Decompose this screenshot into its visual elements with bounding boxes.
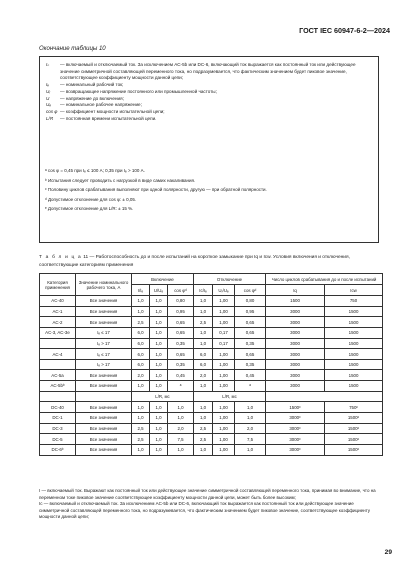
table-cell: Все значения (76, 423, 132, 434)
table-cell: 1,0 (132, 306, 150, 317)
lr-breaking-label: L/R, мс (194, 391, 266, 402)
table-row (40, 370, 383, 381)
table-cell: 3000 (266, 327, 325, 338)
table-cell: 1,0 (150, 296, 168, 307)
table-cell: 2,5 (132, 317, 150, 328)
table-cell: 1,0 (150, 349, 168, 360)
table-cell: 1,0 (194, 306, 213, 317)
table-cell: 1500 (325, 338, 383, 349)
table-cell: DC-3 (40, 423, 76, 434)
table-cell: 3000 (266, 338, 325, 349)
table-cell: 3000ᶜ (266, 434, 325, 445)
table-cell: 3000ᶜ (266, 423, 325, 434)
table-cell: 1,0 (150, 413, 168, 424)
table-note: ᵉ Допустимое отклонение для L/R: ± 15 %. (45, 206, 134, 212)
definition-text: — номинальный рабочий ток; (60, 82, 124, 88)
table-cell: Все значения (76, 402, 132, 413)
document-id: ГОСТ IEC 60947-6-2—2024 (299, 26, 390, 35)
table-cell: 1,0 (150, 306, 168, 317)
table-cell: 3000 (266, 306, 325, 317)
table-cell: 6,0 (194, 359, 213, 370)
table-cell: 1,0 (168, 402, 194, 413)
table-cell: 2,5 (132, 423, 150, 434)
table-note: ᵇ Испытания следует проводить с нагрузкой в виде самих накаливания. (45, 177, 196, 183)
caption-keyword: Т а б л и ц а (39, 255, 82, 260)
table-cell: 0,65 (235, 327, 266, 338)
table-cell: 1,0 (150, 444, 168, 455)
table-cell: Все значения (76, 317, 132, 328)
header-iq: Iq (266, 285, 325, 296)
definition-text: — возвращающее напряжение постоянного или промышленной частоты; (60, 88, 217, 94)
table-cell: 750 (325, 296, 383, 307)
header-making: Включение (132, 274, 194, 285)
table-cell: 2,5 (194, 423, 213, 434)
table-cell: AC-3, AC-3e (40, 327, 76, 338)
table-cell: 3000 (266, 349, 325, 360)
table-cell: ᵃ (235, 381, 266, 392)
table-cell: 0,17 (213, 327, 235, 338)
table-cell: 1,0 (194, 327, 213, 338)
table-cell: 1,0 (150, 317, 168, 328)
table-cell: 1500 (325, 306, 383, 317)
table-cell: 1,0 (194, 296, 213, 307)
table-row (40, 413, 383, 424)
table-cell: 3000ᶜ (266, 444, 325, 455)
table-cell: 0,35 (168, 338, 194, 349)
table-row (40, 306, 383, 317)
table-cell: 1,0 (132, 381, 150, 392)
definition-row (46, 102, 374, 109)
table-cell: 2,0 (194, 370, 213, 381)
table-cell: 1500 (325, 327, 383, 338)
definition-symbol: cos φ (46, 108, 58, 114)
table11-caption (39, 254, 383, 269)
table-cell (76, 391, 132, 402)
table-cell: 0,45 (235, 370, 266, 381)
table-cell: DC-6ᵇ (40, 444, 76, 455)
table-row (40, 359, 383, 370)
table-cell: 7,5 (168, 434, 194, 445)
table-cell: 3000 (266, 370, 325, 381)
table-row (40, 317, 383, 328)
table-cell: Iₑ > 17 (76, 359, 132, 370)
table-cell (266, 391, 383, 402)
table-cell: 2,5 (132, 434, 150, 445)
table-subheader-row (40, 391, 383, 402)
table-cell: AC-1 (40, 306, 76, 317)
definition-symbol: L/R (46, 115, 54, 121)
table-cell: 1500ᶜ (325, 423, 383, 434)
table-cell: 2,0 (235, 423, 266, 434)
table-cell: Все значения (76, 296, 132, 307)
table-cell: 2,5 (194, 317, 213, 328)
table-cell: 1,00 (213, 296, 235, 307)
table-cell: AC-5bᵇ (40, 381, 76, 392)
header-ur-ue: Uᵣ/Uₑ (213, 285, 235, 296)
definition-row (46, 96, 374, 103)
table-cell: Все значения (76, 434, 132, 445)
header-ic-ie: Ic/Iₑ (194, 285, 213, 296)
table-cell: 0,65 (235, 349, 266, 360)
table-cell: 0,95 (235, 306, 266, 317)
header-current: Значение номинального рабочего тока, А (76, 274, 132, 296)
definition-symbol: Uₑ (46, 102, 52, 108)
table-cell: 1500 (325, 349, 383, 360)
definition-symbol: U (46, 95, 50, 101)
table-cell: 1,0 (194, 413, 213, 424)
definition-row (46, 89, 374, 96)
table-cell: 1,00 (213, 349, 235, 360)
table-cell: 1500 (325, 317, 383, 328)
table-cell: 3000ᶜ (266, 413, 325, 424)
page-number: 29 (384, 549, 392, 556)
table-cell: Все значения (76, 444, 132, 455)
table-cell: 1,00 (213, 413, 235, 424)
table-cell: 6,0 (132, 338, 150, 349)
definition-text: — постоянная времени испытательной цепи. (60, 115, 157, 121)
table-cell: 1,0 (194, 402, 213, 413)
table-row (40, 423, 383, 434)
header-u-ue: U/Uₑ (150, 285, 168, 296)
definition-symbol: Iₑ (46, 82, 50, 88)
table-cell: 1,0 (194, 444, 213, 455)
table-cell: 1500 (325, 359, 383, 370)
definition-text: — коэффициент мощности испытательной цепи; (60, 108, 165, 114)
table-cell: 1,0 (235, 402, 266, 413)
definition-text: — номинальное рабочее напряжение; (60, 102, 142, 108)
table-cell: 0,65 (235, 317, 266, 328)
table-cell: 1,0 (150, 402, 168, 413)
table10-notes (45, 166, 375, 214)
table-cell: 2,0 (168, 423, 194, 434)
table-note: ᵃ cos φ = 0,45 при Iₑ ≤ 100 А; 0,35 при Iₑ > 100 А. (45, 168, 145, 173)
table-cell: 1,00 (213, 444, 235, 455)
definition-row (46, 62, 374, 82)
table-note: ᵈ Допустимое отклонение для cos φ: ± 0,05. (45, 196, 137, 202)
table-cell: 1500ᶜ (325, 444, 383, 455)
table-cell: 1,0 (168, 444, 194, 455)
table-cell: 1,0 (150, 423, 168, 434)
table-cell: 0,35 (168, 359, 194, 370)
table-cell: 1500ᶜ (325, 434, 383, 445)
table-cell (40, 391, 76, 402)
bottom-definitions (39, 488, 380, 521)
definition-text: — включаемый и отключаемый ток. За исключением АС-5b или DC-6, включающий ток выражается как постоянный ток или действующее значение симметричной составляющей переменного тока, но подразумевается, что фактическим значением будет пиковое значение, соответствующее коэффициенту мощности данной цепи; (60, 62, 356, 81)
table-cell: AC-2 (40, 317, 76, 328)
table-row (40, 402, 383, 413)
table-row (40, 296, 383, 307)
table-cell: 7,5 (235, 434, 266, 445)
lr-making-label: L/R, мс (132, 391, 194, 402)
table-cell: 1,0 (150, 434, 168, 445)
table-cell: 0,45 (168, 370, 194, 381)
table-cell: 0,80 (168, 296, 194, 307)
table-row (40, 381, 383, 392)
table-cell: 2,0 (132, 370, 150, 381)
explanation-paragraph: Ic — включаемый и отключаемый ток. За исключением АС-5b или DC-6, включающий ток выражается как постоянный ток или действующее значение симметричной составляющей переменного тока, но подразумевается, что фактическим значением будет пиковое значение, соответствующее коэффициенту мощности данной цепи; (39, 501, 370, 520)
table-cell (40, 338, 76, 349)
table-cell: Iₑ ≤ 17 (76, 349, 132, 360)
table-cell: 1,0 (194, 381, 213, 392)
table-cell: Все значения (76, 413, 132, 424)
table-cell: 1,0 (150, 370, 168, 381)
definition-symbol: Uᵣ (46, 88, 51, 94)
table11 (39, 273, 383, 456)
table-cell: 1,0 (194, 338, 213, 349)
table-row (40, 349, 383, 360)
table-cell: 1,0 (235, 413, 266, 424)
table-cell: AC-5a (40, 370, 76, 381)
continuation-title: Окончание таблицы 10 (39, 46, 106, 52)
table-cell: 0,65 (168, 317, 194, 328)
table-cell: Iₑ ≤ 17 (76, 327, 132, 338)
table-cell: 1500 (325, 370, 383, 381)
table-cell: DC-1 (40, 413, 76, 424)
table-cell: 1500ᶜ (266, 402, 325, 413)
definition-row (46, 116, 374, 123)
definition-symbol: Iₙ (46, 62, 50, 67)
table-cell: 0,35 (235, 338, 266, 349)
table-cell: 0,17 (213, 338, 235, 349)
table-cell: AC-40 (40, 296, 76, 307)
table-cell: 3000 (266, 381, 325, 392)
table-cell: 6,0 (132, 359, 150, 370)
table-cell (40, 359, 76, 370)
table-cell: 1,00 (213, 434, 235, 445)
header-breaking: Отключение (194, 274, 266, 285)
header-icw: Icw (325, 285, 383, 296)
table-cell: 750ᶜ (325, 402, 383, 413)
table-cell: DC-5 (40, 434, 76, 445)
table-cell: 1,00 (213, 359, 235, 370)
table-cell: 1500ᶜ (325, 413, 383, 424)
header-cycles: Число циклов срабатывания до и после испытаний (266, 274, 383, 285)
table-cell: Все значения (76, 306, 132, 317)
table-cell: 1,0 (150, 359, 168, 370)
table-cell: 2,5 (194, 434, 213, 445)
table-row (40, 327, 383, 338)
table-row (40, 338, 383, 349)
table-cell: ᵃ (168, 381, 194, 392)
table-cell: 3000 (266, 317, 325, 328)
table-cell: 1,00 (213, 402, 235, 413)
table-cell: Все значения (76, 381, 132, 392)
table-cell: 3000 (266, 359, 325, 370)
table-cell: 1,0 (168, 413, 194, 424)
table-cell: 6,0 (194, 349, 213, 360)
definition-text: — напряжение до включения; (60, 95, 124, 101)
table-cell: 1,0 (132, 402, 150, 413)
table-cell: 1,0 (132, 296, 150, 307)
table-cell: 1,0 (132, 413, 150, 424)
header-category: Категория применения (40, 274, 76, 296)
table-cell: 1,00 (213, 317, 235, 328)
table-cell: 1,0 (132, 444, 150, 455)
table-cell: 1,00 (213, 306, 235, 317)
definitions-list (46, 62, 374, 122)
header-cos-breaking: cos φᵈ (235, 285, 266, 296)
table-cell: 6,0 (132, 349, 150, 360)
table-cell: 1,0 (150, 327, 168, 338)
table-cell: 6,0 (132, 327, 150, 338)
table-cell: 0,80 (235, 296, 266, 307)
explanation-paragraph: I — включаемый ток. Выражают как постоянный ток или действующее значение симметричной составляющей переменного тока, принимая во внимание, что на переменном токе пиковое значение соответствующее коэффициенту мощности данной цепи, может быть более высоким; (39, 488, 376, 500)
table-row (40, 444, 383, 455)
table-note: ᶜ Половину циклов срабатывания выполняют при одной полярности, другую — при обратной полярности. (45, 187, 267, 193)
table-cell: 0,95 (168, 306, 194, 317)
table-cell: Iₑ > 17 (76, 338, 132, 349)
table-cell: 0,35 (235, 359, 266, 370)
table-cell: Все значения (76, 370, 132, 381)
table-cell: DC-40 (40, 402, 76, 413)
table-row (40, 434, 383, 445)
definition-row (46, 109, 374, 116)
caption-text: 11 — Работоспособность до и после испытаний на короткое замыкание при Iq и Icw. Условия включения и отключения, соответствующие категориям применения (39, 255, 350, 268)
table-cell: 1,00 (213, 370, 235, 381)
table-cell: 1,0 (150, 381, 168, 392)
definition-row (46, 82, 374, 89)
table-cell: 0,65 (168, 349, 194, 360)
table-cell: 1,0 (150, 338, 168, 349)
table11-body (40, 296, 383, 456)
table-cell: 1,0 (235, 444, 266, 455)
header-i-ie: I/Iₑ (132, 285, 150, 296)
table-cell: 1500 (266, 296, 325, 307)
table-cell: 1,00 (213, 423, 235, 434)
table-cell: AC-4 (40, 349, 76, 360)
header-cos-making: cos φᵈ (168, 285, 194, 296)
table-cell: 1,00 (213, 381, 235, 392)
table-cell: 0,65 (168, 327, 194, 338)
table-cell: 1500 (325, 381, 383, 392)
